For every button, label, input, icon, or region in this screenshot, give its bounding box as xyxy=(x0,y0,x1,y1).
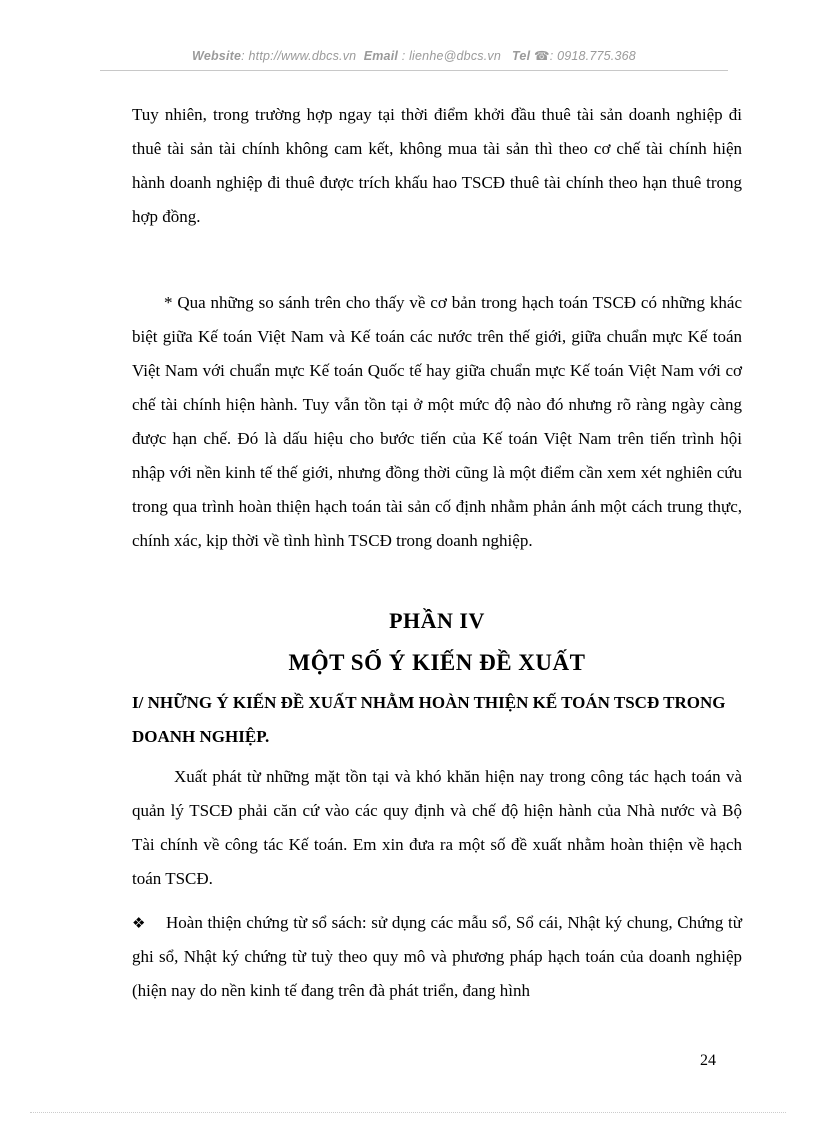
phone-icon: ☎ xyxy=(533,49,550,63)
page-number: 24 xyxy=(700,1052,716,1069)
page-header xyxy=(100,48,728,63)
email-value: : lienhe@dbcs.vn xyxy=(401,49,502,63)
diamond-bullet-icon: ❖ xyxy=(132,914,146,932)
email-label: Email xyxy=(363,49,399,63)
bullet-text: Hoàn thiện chứng từ sổ sách: sử dụng các mẫu sổ, Sổ cái, Nhật ký chung, Chứng từ ghi sổ, Nhật ký chứng từ tuỳ theo quy mô và phương pháp hạch toán của doanh nghiệp (hiện nay do nền kinh tế đang trên đà phát triển, đang hình xyxy=(132,913,742,1000)
paragraph-1: Tuy nhiên, trong trường hợp ngay tại thời điểm khởi đầu thuê tài sản doanh nghiệp đi thuê tài sản tài chính không cam kết, không mua tài sản thì theo cơ chế tài chính hiện hành doanh nghiệp đi thuê được trích khấu hao TSCĐ thuê tài chính theo hạn thuê trong hợp đồng. xyxy=(132,105,742,226)
footer-divider xyxy=(30,1112,786,1113)
paragraph-2: * Qua những so sánh trên cho thấy về cơ bản trong hạch toán TSCĐ có những khác biệt giữa Kế toán Việt Nam và Kế toán các nước trên thế giới, giữa chuẩn mực Kế toán Việt Nam với chuẩn mực Kế toán Quốc tế hay giữa chuẩn mực Kế toán Việt Nam với cơ chế tài chính hiện hành. Tuy vẫn tồn tại ở một mức độ nào đó nhưng rõ ràng ngày càng được hạn chế. Đó là dấu hiệu cho bước tiến của Kế toán Việt Nam trên tiến trình hội nhập với nền kinh tế thế giới, nhưng đồng thời cũng là một điểm cần xem xét nghiên cứu trong qua trình hoàn thiện hạch toán tài sản cố định nhằm phản ánh một cách trung thực, chính xác, kịp thời về tình hình TSCĐ trong doanh nghiệp. xyxy=(132,293,742,550)
tel-label: Tel xyxy=(512,49,531,63)
part-heading: PHẦN IV xyxy=(389,608,485,633)
section-heading: I/ NHỮNG Ý KIẾN ĐỀ XUẤT NHẰM HOÀN THIỆN KẾ TOÁN TSCĐ TRONG DOANH NGHIỆP. xyxy=(132,693,726,746)
chapter-title: MỘT SỐ Ý KIẾN ĐỀ XUẤT xyxy=(288,650,586,675)
website-value: : http://www.dbcs.vn xyxy=(241,49,357,63)
header-divider xyxy=(100,70,728,71)
website-label: Website xyxy=(192,49,242,63)
tel-value: : 0918.775.368 xyxy=(549,49,636,63)
paragraph-3: Xuất phát từ những mặt tồn tại và khó khăn hiện nay trong công tác hạch toán và quản lý TSCĐ phải căn cứ vào các quy định và chế độ hiện hành của Nhà nước và Bộ Tài chính về công tác Kế toán. Em xin đưa ra một số đề xuất nhằm hoàn thiện về hạch toán TSCĐ. xyxy=(132,767,742,888)
bullet-paragraph xyxy=(132,906,742,1008)
